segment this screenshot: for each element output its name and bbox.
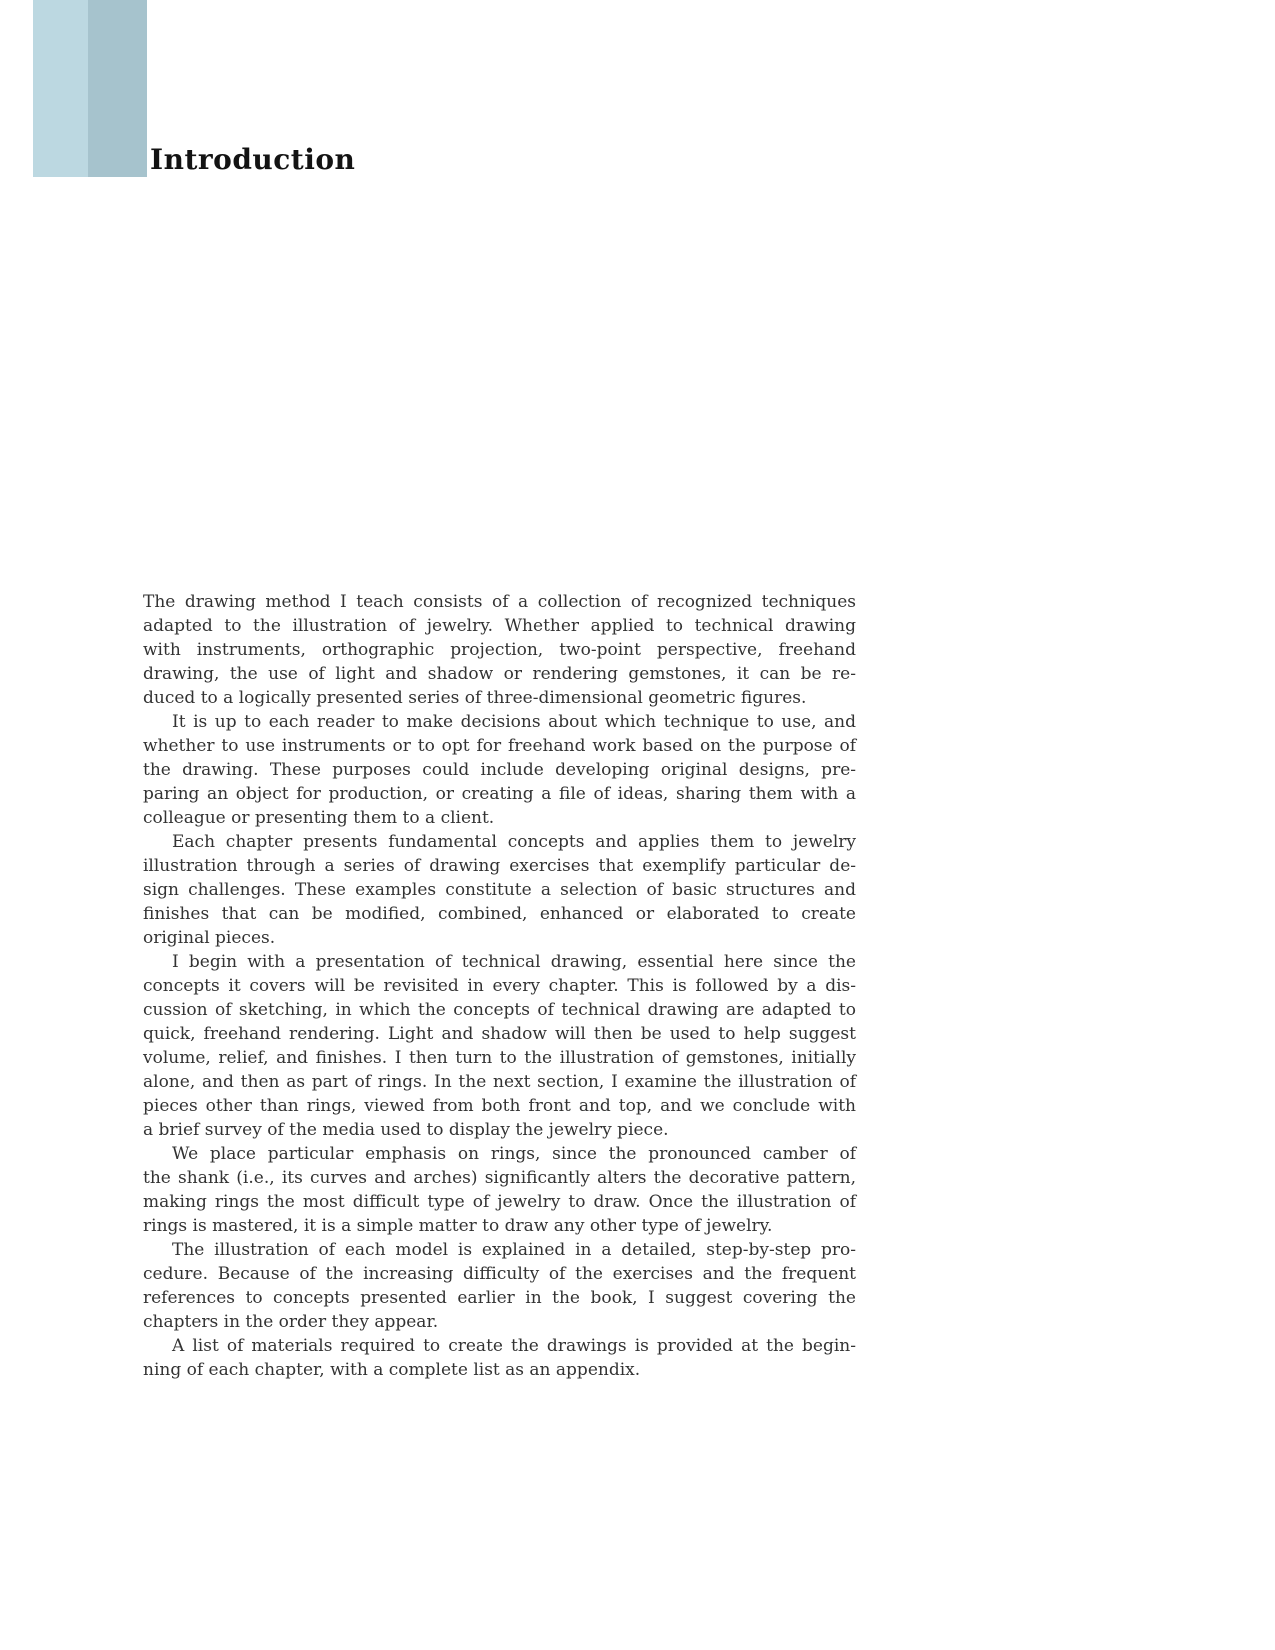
body-text — [143, 590, 856, 1382]
chapter-title: Introduction — [150, 143, 356, 176]
decor-bar-light — [33, 0, 88, 177]
text-line: adapted to the illustration of jewelry. Whether applied to technical drawing — [143, 616, 856, 636]
text-line: illustration through a series of drawing exercises that exemplify particular de- — [143, 856, 856, 876]
text-line: rings is mastered, it is a simple matter to draw any other type of jewelry. — [143, 1216, 773, 1236]
text-line: references to concepts presented earlier in the book, I suggest covering the — [143, 1288, 856, 1308]
decor-bar-dark — [88, 0, 147, 177]
text-line: sign challenges. These examples constitute a selection of basic structures and — [143, 880, 856, 900]
text-line: making rings the most difficult type of jewelry to draw. Once the illustration of — [143, 1192, 856, 1212]
text-line: ning of each chapter, with a complete list as an appendix. — [143, 1360, 641, 1380]
text-line: cedure. Because of the increasing difficulty of the exercises and the frequent — [143, 1264, 856, 1284]
text-line: quick, freehand rendering. Light and shadow will then be used to help suggest — [143, 1024, 856, 1044]
text-line: The drawing method I teach consists of a collection of recognized techniques — [143, 592, 856, 612]
text-line: the shank (i.e., its curves and arches) significantly alters the decorative pattern, — [143, 1168, 856, 1188]
text-line: duced to a logically presented series of three-dimensional geometric figures. — [143, 688, 807, 708]
text-line: the drawing. These purposes could include developing original designs, pre- — [143, 760, 856, 780]
text-line: The illustration of each model is explained in a detailed, step-by-step pro- — [172, 1240, 856, 1260]
text-line: chapters in the order they appear. — [143, 1312, 439, 1332]
text-line: cussion of sketching, in which the concepts of technical drawing are adapted to — [143, 1000, 856, 1020]
text-line: whether to use instruments or to opt for freehand work based on the purpose of — [143, 736, 856, 756]
text-line: I begin with a presentation of technical drawing, essential here since the — [172, 952, 856, 972]
text-line: original pieces. — [143, 928, 276, 948]
text-line: drawing, the use of light and shadow or rendering gemstones, it can be re- — [143, 664, 856, 684]
text-line: paring an object for production, or creating a file of ideas, sharing them with a — [143, 784, 856, 804]
text-line: It is up to each reader to make decisions about which technique to use, and — [172, 712, 856, 732]
text-line: colleague or presenting them to a client. — [143, 808, 495, 828]
text-line: pieces other than rings, viewed from both front and top, and we conclude with — [143, 1096, 856, 1116]
text-line: finishes that can be modified, combined, enhanced or elaborated to create — [143, 904, 856, 924]
text-line: alone, and then as part of rings. In the next section, I examine the illustration of — [143, 1072, 856, 1092]
text-line: Each chapter presents fundamental concepts and applies them to jewelry — [172, 832, 856, 852]
text-line: volume, relief, and finishes. I then turn to the illustration of gemstones, initially — [143, 1048, 856, 1068]
text-line: We place particular emphasis on rings, since the pronounced camber of — [172, 1144, 856, 1164]
text-line: A list of materials required to create the drawings is provided at the begin- — [172, 1336, 856, 1356]
text-line: a brief survey of the media used to display the jewelry piece. — [143, 1120, 669, 1140]
text-line: with instruments, orthographic projection, two-point perspective, freehand — [143, 640, 856, 660]
text-line: concepts it covers will be revisited in every chapter. This is followed by a dis- — [143, 976, 856, 996]
